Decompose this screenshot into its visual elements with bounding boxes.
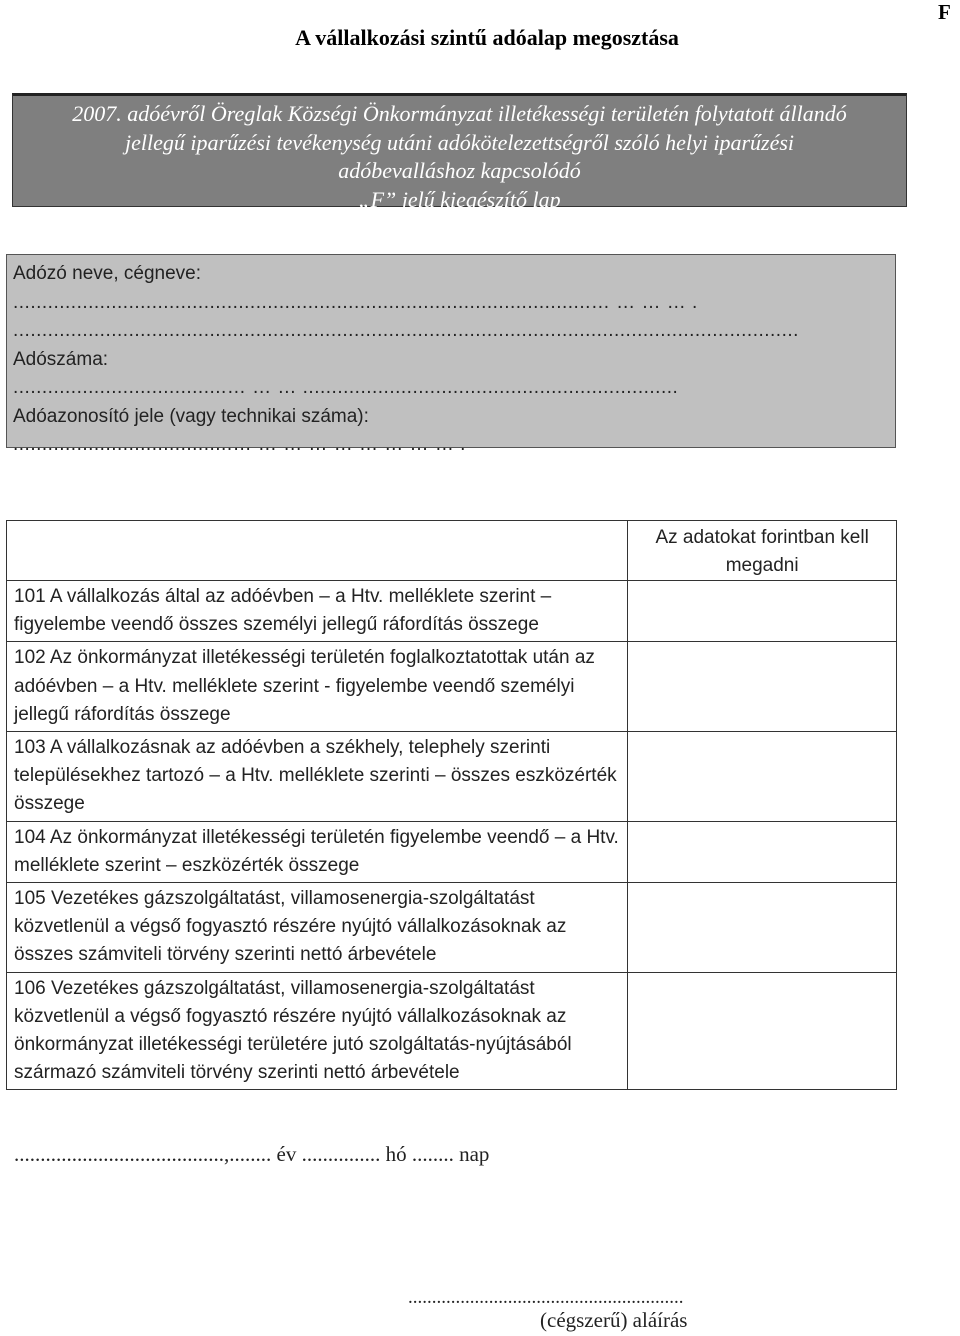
header-line: 2007. adóévről Öreglak Községi Önkormányzat illetékességi területén folytatott állandó [72,101,847,126]
table-row [7,883,897,973]
table-header-empty-cell [7,521,628,581]
taxpayer-name-field-continued[interactable]: ........................................................................................................................................ [13,320,799,341]
table-header-row [7,521,897,581]
row-102-value-field[interactable] [628,642,897,732]
table-row [7,732,897,822]
form-header-box [12,93,907,212]
taxpayer-name-label: Adózó neve, cégneve: [13,263,202,284]
date-field[interactable]: ........................................,........ év ............... hó ........ nap [14,1142,490,1166]
form-letter: F [938,0,951,24]
table-row [7,642,897,732]
tax-number-field[interactable]: .....................................… … … ................................................................. [13,377,679,398]
row-101-label: 101 A vállalkozás által az adóévben – a Htv. melléklete szerint – figyelembe veendő összes személyi jellegű ráfordítás összege [7,581,628,642]
taxpayer-name-field[interactable]: ....................................................................................................… … … … . [13,291,698,313]
tax-id-field[interactable]: ......................................… … … … … … … … … . [13,434,466,455]
row-101-value-field[interactable] [628,581,897,642]
tax-number-label: Adószáma: [13,348,109,370]
tax-id-label: Adóazonosító jele (vagy technikai száma): [13,405,369,427]
table-row [7,821,897,882]
signature-field[interactable]: .......................................................... [408,1287,684,1308]
row-104-label: 104 Az önkormányzat illetékességi területén figyelembe veendő – a Htv. melléklete szerint – eszközérték összege [7,821,628,882]
value-column-header: Az adatokat forintban kell megadni [628,521,897,581]
tax-base-table [6,520,897,1090]
row-105-label: 105 Vezetékes gázszolgáltatást, villamosenergia-szolgáltatást közvetlenül a végső fogyasztó részére nyújtó vállalkozásoknak az összes számviteli törvény szerinti nettó árbevétele [7,883,628,973]
table-row [7,581,897,642]
header-line: jellegű iparűzési tevékenység utáni adókötelezettségről szóló helyi iparűzési [124,129,795,155]
header-line: adóbevalláshoz kapcsolódó [338,158,581,183]
row-103-label: 103 A vállalkozásnak az adóévben a székhely, telephely szerinti településekhez tartozó – a Htv. melléklete szerinti – összes eszközérték összege [7,732,628,822]
row-106-label: 106 Vezetékes gázszolgáltatást, villamosenergia-szolgáltatást közvetlenül a végső fogyasztó részére nyújtó vállalkozásoknak az önkormányzat illetékességi területére jutó szolgáltatás-nyújtásából származó számviteli törvény szerinti nettó árbevétele [7,972,628,1090]
row-106-value-field[interactable] [628,972,897,1090]
row-102-label: 102 Az önkormányzat illetékességi területén foglalkoztatottak után az adóévben – a Htv. melléklete szerint - figyelembe veendő személyi jellegű ráfordítás összege [7,642,628,732]
page-title: A vállalkozási szintű adóalap megosztása [295,25,679,50]
table-row [7,972,897,1090]
taxpayer-info-box [6,254,896,455]
header-line: „F” jelű kiegészítő lap [358,186,561,212]
row-104-value-field[interactable] [628,821,897,882]
row-105-value-field[interactable] [628,883,897,973]
row-103-value-field[interactable] [628,732,897,822]
signature-label: (cégszerű) aláírás [540,1308,688,1332]
